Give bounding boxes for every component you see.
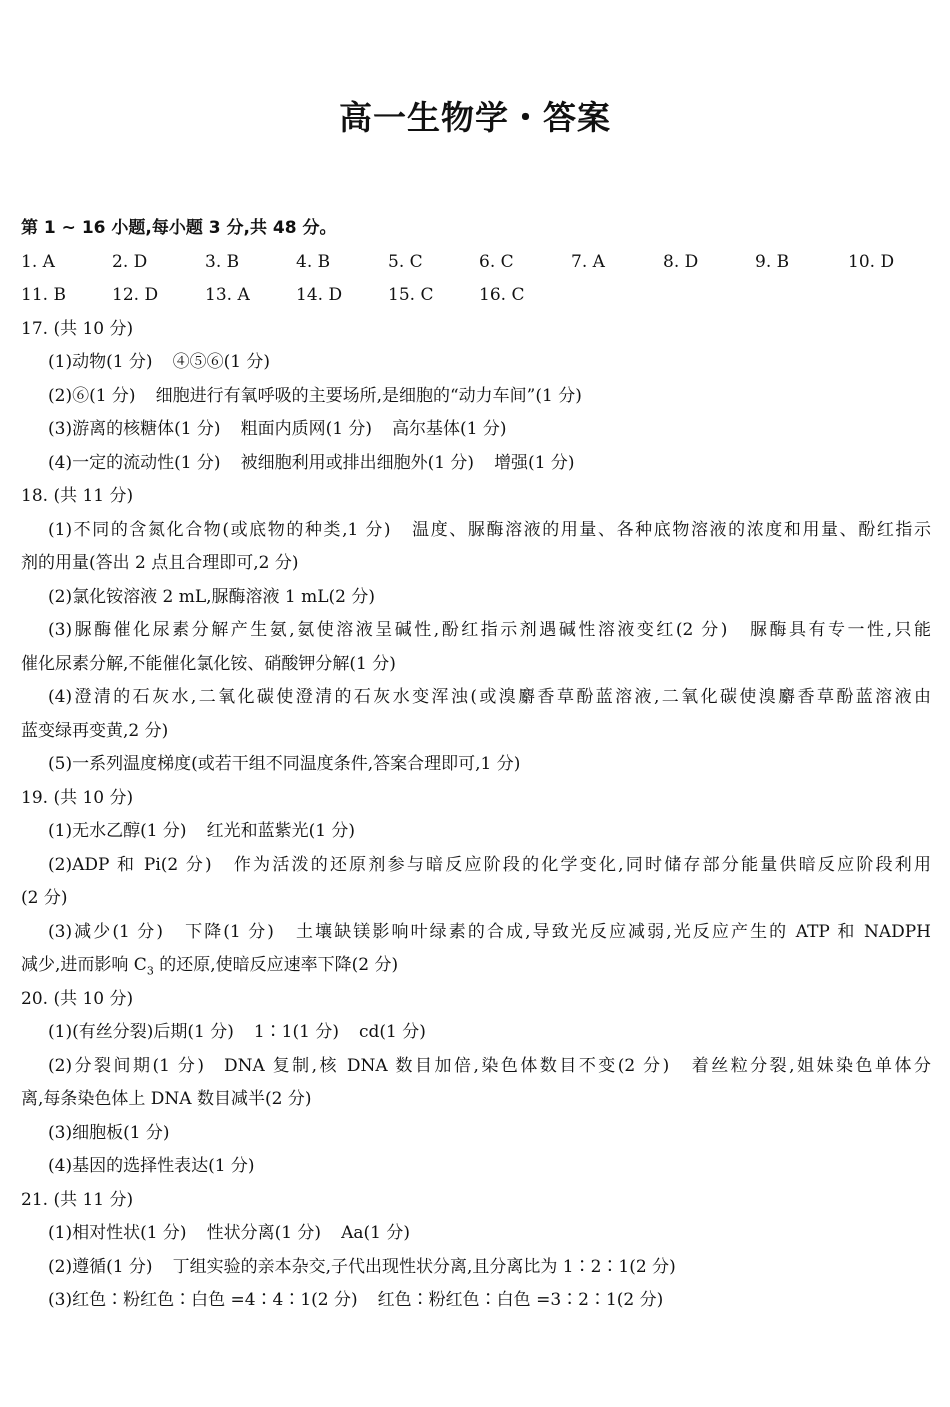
q19-answer-2: [21, 849, 931, 883]
q18-answer-1-cont: 剂的用量(答出 2 点且合理即可,2 分): [21, 553, 299, 573]
answer-text: 丁组实验的亲本杂交,子代出现性状分离,且分离比为 1∶2∶1(2 分): [172, 1256, 676, 1277]
mc-answer: 15. C: [388, 285, 434, 305]
mc-answer: 11. B: [21, 285, 66, 305]
q21-answer-1: [21, 1217, 931, 1251]
answer-text: (1)动物(1 分): [48, 352, 153, 372]
answer-content: [21, 212, 931, 1318]
mc-answer: 5. C: [388, 251, 423, 272]
answer-text: 增强(1 分): [494, 452, 575, 473]
answer-text: (2)遵循(1 分): [48, 1256, 153, 1277]
q20-answer-1: [21, 1016, 931, 1050]
answer-text: 减少,进而影响 C: [21, 955, 147, 975]
mc-intro: 第 1 ~ 16 小题,每小题 3 分,共 48 分。: [21, 218, 337, 238]
answer-text: 土壤缺镁影响叶绿素的合成,导致光反应减弱,光反应产生的 ATP 和 NADPH: [293, 921, 931, 942]
mc-answer: 12. D: [112, 285, 159, 305]
answer-text: 温度、脲酶溶液的用量、各种底物溶液的浓度和用量、酚红指示: [410, 519, 931, 540]
q21-answer-3: [21, 1284, 931, 1318]
q18-answer-1: [21, 514, 931, 548]
answer-text: ④⑤⑥(1 分): [172, 352, 271, 372]
answer-text: (3)游离的核糖体(1 分): [48, 419, 221, 439]
answer-text: 高尔基体(1 分): [392, 419, 507, 439]
answer-text: cd(1 分): [358, 1022, 426, 1042]
mc-answer: 1. A: [21, 251, 55, 272]
answer-text: (1)不同的含氮化合物(或底物的种类,1 分): [48, 519, 391, 540]
q19-answer-1: [21, 815, 931, 849]
answer-text: (2)分裂间期(1 分): [48, 1055, 204, 1076]
answer-text: 下降(1 分): [183, 921, 274, 942]
answer-text: (3)减少(1 分): [48, 921, 164, 942]
q18-answer-3-cont: 催化尿素分解,不能催化氯化铵、硝酸钾分解(1 分): [21, 653, 396, 674]
q20-answer-2-cont: 离,每条染色体上 DNA 数目减半(2 分): [21, 1089, 312, 1109]
mc-answer: 10. D: [848, 251, 895, 272]
answer-text: 1∶1(1 分): [253, 1022, 339, 1042]
answer-text: 细胞进行有氧呼吸的主要场所,是细胞的“动力车间”(1 分): [155, 385, 582, 406]
answer-text: (1)(有丝分裂)后期(1 分): [48, 1022, 234, 1042]
q18-answer-4: (4)澄清的石灰水,二氧化碳使澄清的石灰水变浑浊(或溴麝香草酚蓝溶液,二氧化碳使溴麝香草酚蓝溶液由: [48, 687, 931, 707]
q21-answer-2: [21, 1251, 931, 1285]
mc-row-2: [21, 279, 931, 313]
mc-answer: 9. B: [755, 251, 790, 272]
answer-text: 性状分离(1 分): [206, 1223, 322, 1243]
q20-answer-2: [21, 1050, 931, 1084]
q18-answer-4-cont: 蓝变绿再变黄,2 分): [21, 720, 169, 741]
mc-answer: 13. A: [205, 285, 250, 305]
q19-heading: 19. (共 10 分): [21, 787, 134, 808]
subscript: 3: [146, 964, 154, 978]
mc-row-1: [21, 246, 931, 280]
answer-text: 红光和蓝紫光(1 分): [206, 821, 356, 841]
q18-answer-5: (5)一系列温度梯度(或若干组不同温度条件,答案合理即可,1 分): [48, 754, 521, 774]
q17-answer-2: [21, 380, 931, 414]
answer-text: 着丝粒分裂,姐妹染色单体分: [689, 1055, 931, 1076]
mc-answer: 6. C: [479, 251, 514, 272]
q19-answer-3-cont: [21, 949, 931, 983]
q17-answer-3: [21, 413, 931, 447]
q20-answer-4: (4)基因的选择性表达(1 分): [48, 1156, 255, 1176]
q21-heading: 21. (共 11 分): [21, 1189, 134, 1210]
q19-answer-3: [21, 916, 931, 950]
mc-answer: 3. B: [205, 251, 240, 272]
q17-answer-1: [21, 346, 931, 380]
q20-heading: 20. (共 10 分): [21, 988, 134, 1009]
q18-heading: 18. (共 11 分): [21, 486, 134, 506]
q17-answer-4: [21, 447, 931, 481]
q19-answer-2-cont: (2 分): [21, 888, 68, 908]
answer-text: (2)⑥(1 分): [48, 385, 136, 406]
mc-answer: 14. D: [296, 285, 343, 305]
answer-text: 脲酶具有专一性,只能: [747, 620, 932, 640]
answer-text: 被细胞利用或排出细胞外(1 分): [240, 452, 475, 473]
answer-text: (4)一定的流动性(1 分): [48, 452, 221, 473]
answer-text: 作为活泼的还原剂参与暗反应阶段的化学变化,同时储存部分能量供暗反应阶段利用: [231, 854, 932, 875]
answer-text: (2)ADP 和 Pi(2 分): [48, 854, 212, 875]
answer-text: (1)相对性状(1 分): [48, 1223, 187, 1243]
mc-answer: 16. C: [479, 285, 525, 305]
mc-answer: 8. D: [663, 251, 699, 272]
answer-text: 红色∶粉红色∶白色 =3∶2∶1(2 分): [377, 1290, 664, 1310]
mc-answer: 2. D: [112, 251, 148, 272]
answer-text: (1)无水乙醇(1 分): [48, 821, 187, 841]
answer-text: (3)脲酶催化尿素分解产生氨,氨使溶液呈碱性,酚红指示剂遇碱性溶液变红(2 分): [48, 620, 728, 640]
answer-text: (3)红色∶粉红色∶白色 =4∶4∶1(2 分): [48, 1290, 358, 1310]
q20-answer-3: (3)细胞板(1 分): [48, 1122, 170, 1143]
page-title: 高一生物学・答案: [339, 98, 611, 137]
answer-text: 粗面内质网(1 分): [240, 419, 373, 439]
mc-answer: 7. A: [571, 251, 605, 272]
mc-answer: 4. B: [296, 251, 331, 272]
answer-text: Aa(1 分): [341, 1223, 410, 1243]
q17-heading: 17. (共 10 分): [21, 318, 134, 339]
q18-answer-3: [21, 614, 931, 648]
answer-text: DNA 复制,核 DNA 数目加倍,染色体数目不变(2 分): [223, 1055, 670, 1076]
q18-answer-2: (2)氯化铵溶液 2 mL,脲酶溶液 1 mL(2 分): [48, 586, 376, 607]
answer-text: 的还原,使暗反应速率下降(2 分): [153, 955, 399, 975]
